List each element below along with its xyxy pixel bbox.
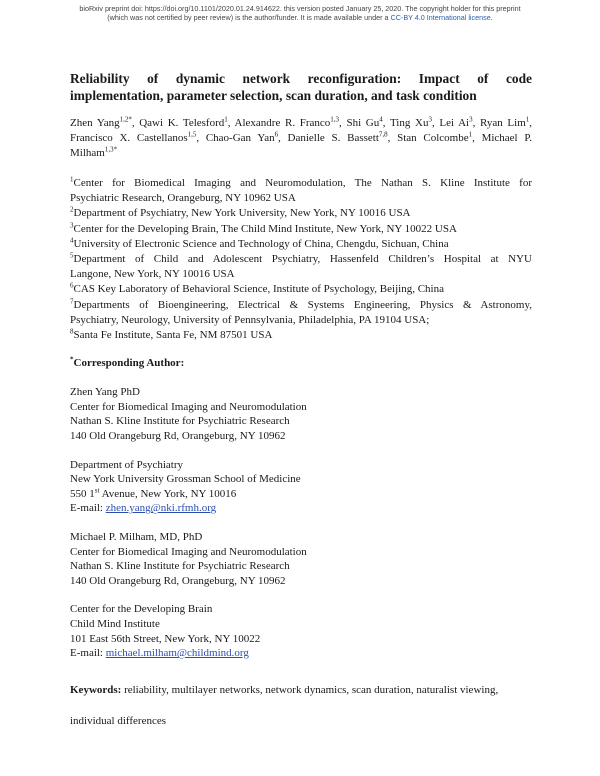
author-affiliation-mark: 3 [428,115,432,124]
contact-block-2 [70,458,532,516]
contact-line: Zhen Yang PhD [70,386,140,399]
affiliation-line [70,267,532,282]
affiliation-text: Center for Biomedical Imaging and Neuromodulation, The Nathan S. Kline Institute for [73,177,532,189]
corresponding-heading [70,356,532,371]
email-label: E-mail: [70,502,106,515]
author-affiliation-mark: 1 [224,115,228,124]
affiliation-number: 3 [70,220,74,229]
affiliation-text: Center for the Developing Brain, The Child Mind Institute, New York, NY 10022 USA [73,222,457,235]
affiliation-number: 4 [70,236,74,245]
author-name: Shi Gu [346,117,380,129]
affiliation-text: Psychiatry, Neurology, University of Pennsylvania, Philadelphia, PA 19104 USA; [70,313,430,326]
affiliation-text: CAS Key Laboratory of Behavioral Science, Institute of Psychology, Beijing, China [73,283,444,296]
author-affiliation-mark: 1,5 [187,130,197,139]
author-name: Zhen Yang [70,117,120,129]
keywords-continued: individual differences [70,714,167,727]
author-name: Ting Xu [389,117,429,129]
affiliation-number: 7 [70,296,74,305]
corresponding-heading-text: Corresponding Author: [73,357,185,370]
keywords-text: reliability, multilayer networks, network dynamics, scan duration, naturalist viewing, [121,683,499,696]
contact-4-lines [70,602,532,646]
affiliation-line [70,298,532,313]
keywords [70,683,532,698]
author-name: Chao-Gan Yan [205,132,275,144]
contact-2-street: Avenue, New York, NY 10016 [99,487,237,500]
contact-2-ordinal: st [94,486,100,495]
preprint-line-2 [0,13,600,22]
affiliation-line [70,222,532,237]
contact-line: 140 Old Orangeburg Rd, Orangeburg, NY 10962 [70,430,286,443]
license-link[interactable]: CC-BY 4.0 International license [390,13,491,22]
affiliation-number: 2 [70,205,74,214]
contact-line: Center for Biomedical Imaging and Neuromodulation [70,545,307,558]
affiliation-number: 1 [70,175,74,184]
author-affiliation-mark: 1,3 [330,115,340,124]
title-line-1: Reliability of dynamic network reconfiguration: Impact of code [70,71,532,86]
affiliation-number: 6 [70,281,74,290]
contact-2-email-line [70,501,532,516]
preprint-notice [0,4,600,22]
author-name: Danielle S. Bassett [287,132,379,144]
contact-line: 140 Old Orangeburg Rd, Orangeburg, NY 10962 [70,574,286,587]
affiliation-line [70,237,532,252]
affiliation-text: Psychiatric Research, Orangeburg, NY 10962 USA [70,192,296,205]
author-name: Lei Ai [439,117,470,129]
affiliation-line [70,282,532,297]
email-link-michael[interactable]: michael.milham@childmind.org [105,647,249,660]
paper-front-matter [70,70,532,729]
author-name: Francisco X. Castellanos [70,132,188,144]
preprint-line-2-end: . [490,13,493,22]
affiliation-line [70,206,532,221]
email-link-zhen[interactable]: zhen.yang@nki.rfmh.org [105,502,217,515]
contact-2-street-number: 550 1 [70,487,95,500]
author-affiliation-mark: 1 [468,130,473,139]
email-label: E-mail: [70,647,106,660]
author-name: Qawi K. Telesford [139,117,225,129]
keywords-label: Keywords: [70,683,122,696]
affiliation-text: Langone, New York, NY 10016 USA [70,268,235,281]
contact-2-line-1: Department of Psychiatry [70,458,184,471]
affiliation-line [70,252,532,267]
author-affiliation-mark: 4 [379,115,383,124]
affiliation-line [70,191,532,206]
author-affiliation-mark: 1,2* [119,115,132,124]
affiliation-list [70,176,532,343]
affiliation-line [70,313,532,328]
author-name: Stan Colcombe [397,132,469,144]
corresponding-mark: * [70,355,74,364]
contact-2-line-3 [70,487,532,502]
contact-block-4 [70,602,532,660]
author-name: Michael P. Milham [70,132,532,159]
contact-line: 101 East 56th Street, New York, NY 10022 [70,632,261,645]
contact-line: Michael P. Milham, MD, PhD [70,530,203,543]
affiliation-number: 5 [70,251,74,260]
contact-line: Nathan S. Kline Institute for Psychiatric Research [70,560,290,573]
contact-4-email-line [70,646,532,661]
author-affiliation-mark: 1 [525,115,530,124]
affiliation-line [70,328,532,343]
author-list: Zhen Yang$^{1,2*}$, Qawi K. Telesford$^1$, Alexandre R. Franco$^{1,3}$, Shi Gu$^4$, Ting Xu$^3$, Lei Ai$^3$, Ryan Lim$^1$, Francisco X. Castellanos$^{1,5}$, Chao-Gan Yan$^6$, Danielle S. Bassett$^{7,8}$, Stan Colcombe$^1$, Michael P. Milham$^{1,3*}$ [70,115,532,159]
contact-2-line-2: New York University Grossman School of Medicine [70,473,301,486]
affiliation-text: University of Electronic Science and Technology of China, Chengdu, Sichuan, China [73,237,449,250]
contact-block-1 [70,385,532,443]
author-affiliation-mark: 6 [274,130,279,139]
affiliation-text: Department of Child and Adolescent Psychiatry, Hassenfeld Children’s Hospital at NYU [73,253,532,266]
affiliation-line [70,176,532,191]
affiliation-text: Department of Psychiatry, New York University, New York, NY 10016 USA [73,207,411,220]
contact-line: Center for the Developing Brain [70,603,213,616]
contact-line: Child Mind Institute [70,617,160,630]
author-name: Ryan Lim [479,117,526,129]
paper-title [70,70,532,104]
contact-block-3 [70,530,532,588]
contact-line: Nathan S. Kline Institute for Psychiatric Research [70,415,290,428]
author-name: Alexandre R. Franco [234,117,331,129]
author-affiliation-mark: 1,3* [104,145,118,154]
contact-line: Center for Biomedical Imaging and Neuromodulation [70,400,307,413]
affiliation-text: Departments of Bioengineering, Electrical & Systems Engineering, Physics & Astronomy, [73,298,532,311]
affiliation-number: 8 [70,327,74,336]
author-affiliation-mark: 7,8 [378,130,388,139]
preprint-line-1: bioRxiv preprint doi: https://doi.org/10.1101/2020.01.24.914622. this version posted January 25, 2020. The copyright holder for this preprint [79,4,521,13]
title-line-2: implementation, parameter selection, scan duration, and task condition [70,88,477,103]
affiliation-text: Santa Fe Institute, Santa Fe, NM 87501 USA [73,329,273,342]
preprint-line-2-text: (which was not certified by peer review) is the author/funder. It is made available under a [107,13,391,22]
author-affiliation-mark: 3 [469,115,473,124]
